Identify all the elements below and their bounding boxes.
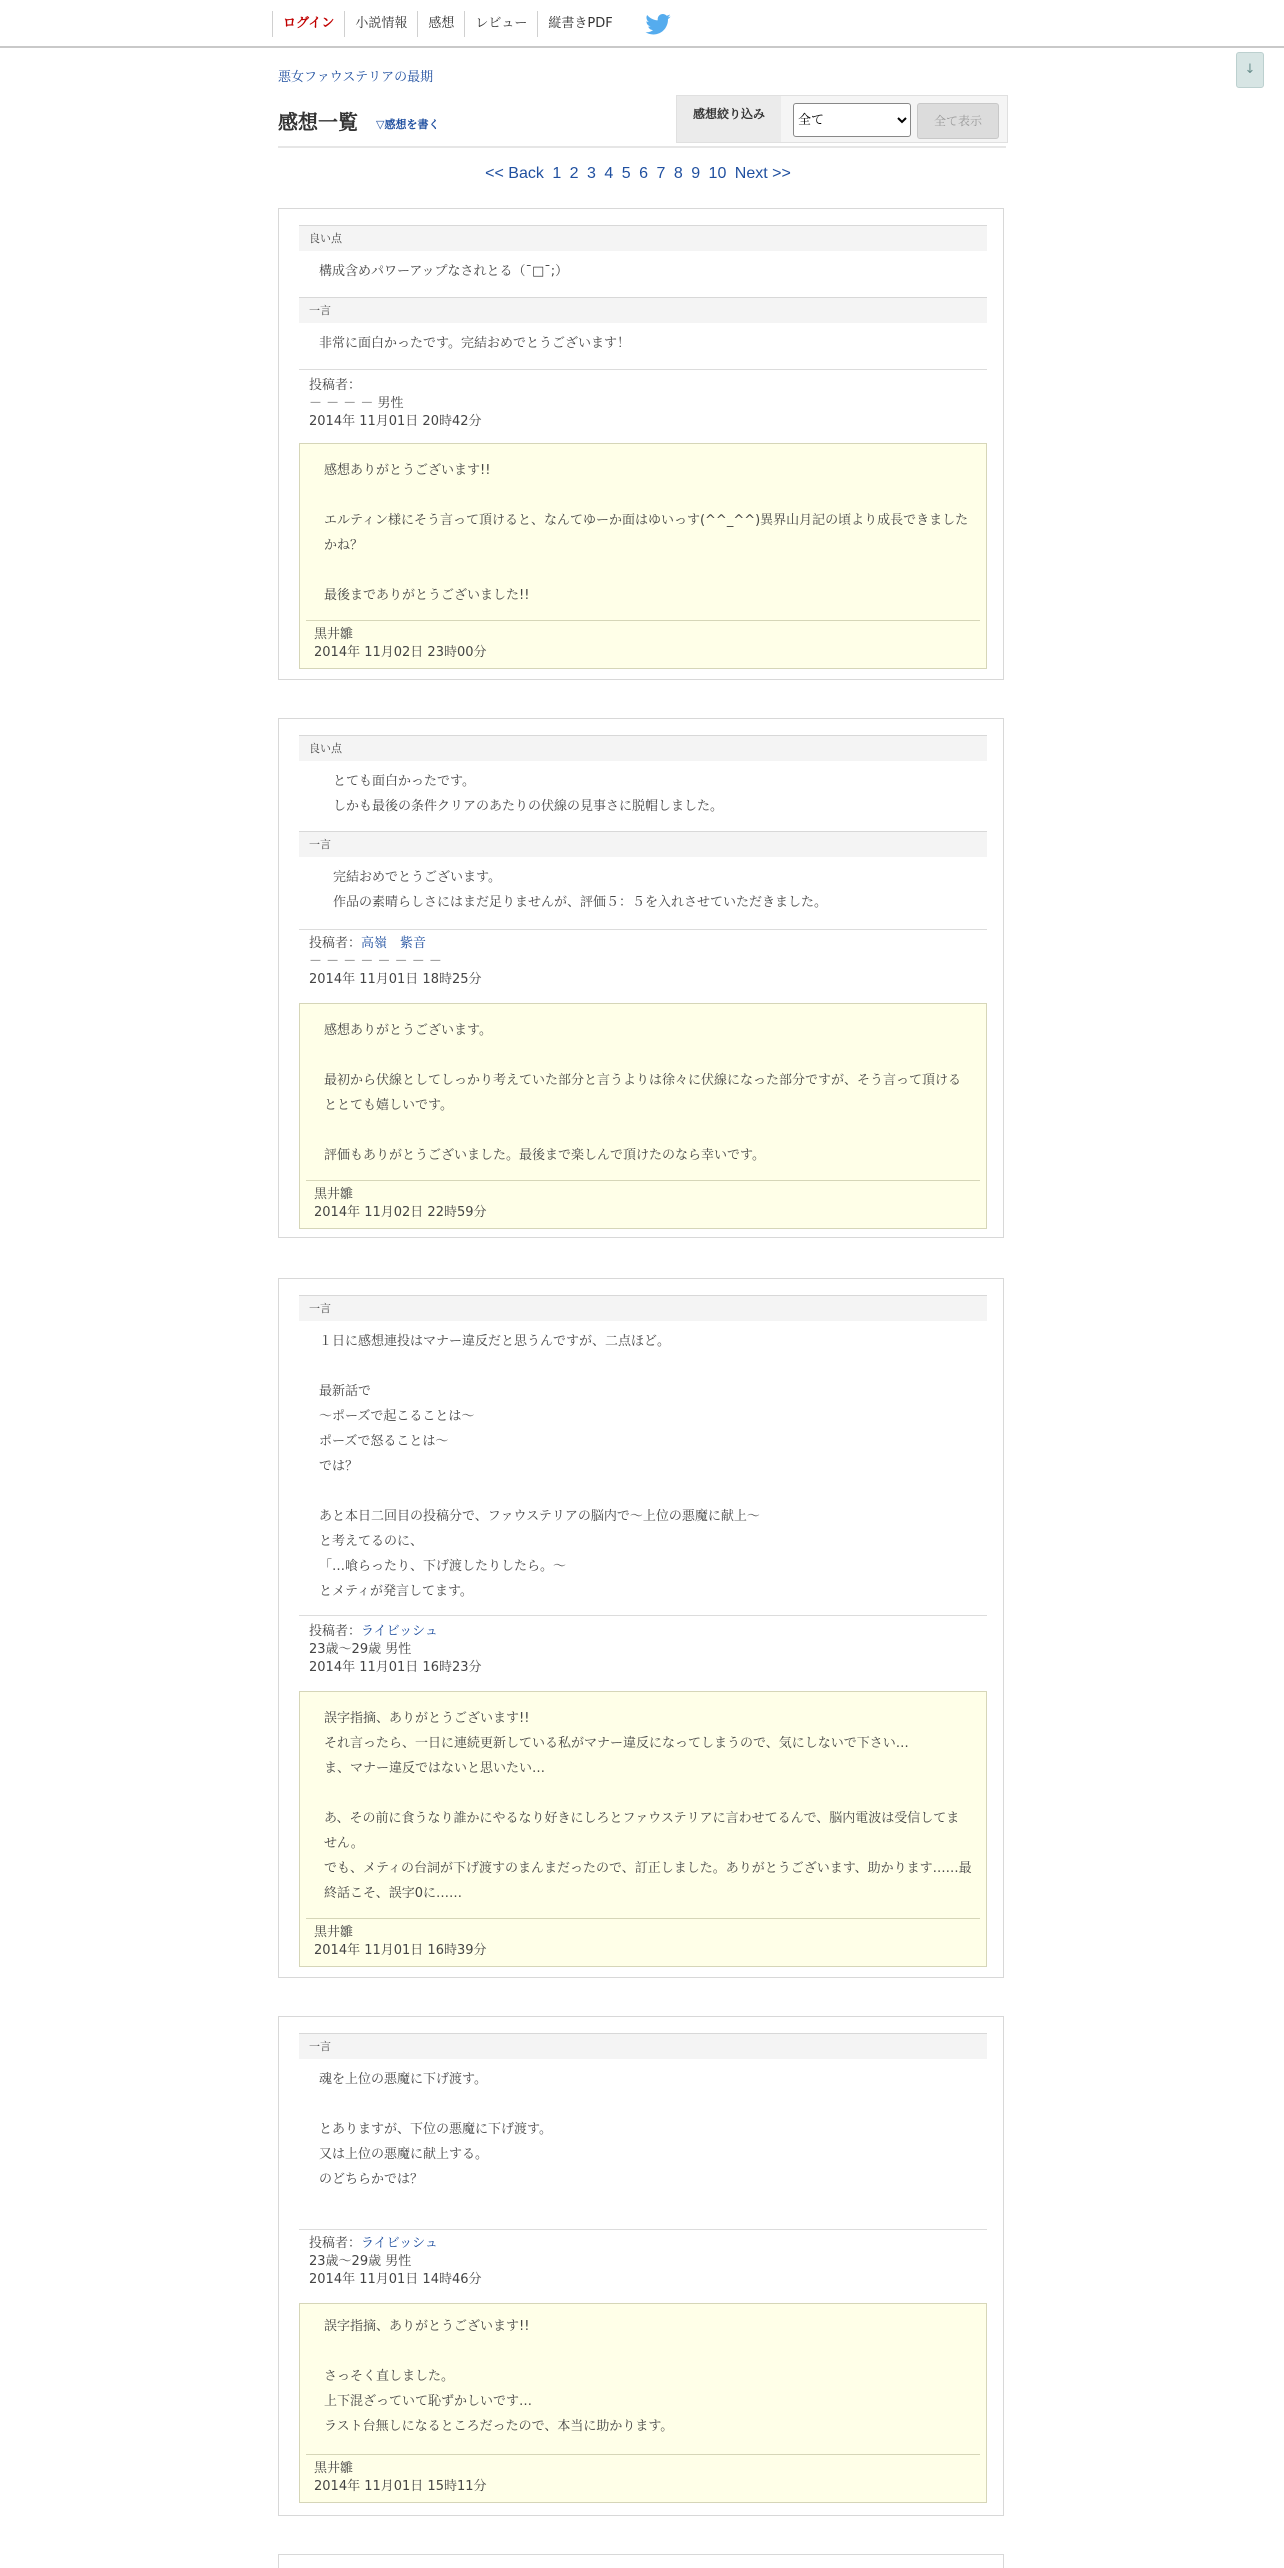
scroll-down-button[interactable]: ↓ (1236, 52, 1264, 88)
comment-text: 非常に面白かったです。完結おめでとうございます！ (319, 336, 630, 351)
pager-page-10[interactable]: 10 (708, 165, 727, 182)
poster-name[interactable]: ライビッシュ (361, 1624, 438, 1639)
section-divider (299, 2229, 987, 2230)
pager-page-2[interactable]: 2 (569, 165, 579, 182)
impression-filter (676, 95, 1008, 143)
poster-date: 2014年 11月01日 20時42分 (309, 414, 482, 429)
good-points-text: とても面白かったです。 しかも最後の条件クリアのあたりの伏線の見事さに脱帽しました。 (333, 774, 724, 814)
header-divider (278, 146, 1006, 148)
poster-date: 2014年 11月01日 14時46分 (309, 2272, 482, 2287)
pager-back[interactable]: << Back (485, 165, 544, 182)
poster-meta: 23歳～29歳 男性 (309, 2254, 412, 2269)
pager-page-1[interactable]: 1 (552, 165, 562, 182)
poster-name[interactable]: ライビッシュ (361, 2236, 438, 2251)
pager-page-3[interactable]: 3 (587, 165, 596, 182)
reply-divider (306, 2454, 980, 2455)
comment-text: １日に感想連投はマナー違反だと思うんですが、二点ほど。 最新話で ～ポーズで起こることは～ ポーズで怒ることは～ では？ あと本日二回目の投稿分で、ファウステリアの脳内で～上位の悪魔に献上～ と考えてるのに、 「…喰らったり、下げ渡したりしたら。～ とメティが発言してます。 (319, 1334, 760, 1599)
pager-page-6[interactable]: 6 (639, 165, 649, 182)
comment-heading: 一言 (299, 2033, 987, 2059)
section-divider (299, 1615, 987, 1616)
reply-author (314, 626, 487, 662)
top-navigation-bar (0, 0, 1284, 48)
impression-card (278, 2016, 1004, 2516)
poster-date: 2014年 11月01日 16時23分 (309, 1660, 482, 1675)
reply-date: 2014年 11月02日 22時59分 (314, 1205, 487, 1220)
breadcrumb-novel-title[interactable]: 悪女ファウステリアの最期 (278, 70, 434, 85)
show-all-button[interactable]: 全て表示 (917, 103, 999, 139)
poster-label: 投稿者： (309, 2236, 362, 2251)
reply-divider (306, 620, 980, 621)
poster-info (309, 1623, 969, 1677)
nav-menu (272, 11, 681, 37)
comment-heading: 一言 (299, 831, 987, 857)
pager-page-8[interactable]: 8 (673, 165, 683, 182)
pager-next[interactable]: Next >> (734, 165, 791, 182)
impression-card (278, 718, 1004, 1238)
author-reply (299, 1003, 987, 1229)
poster-meta: － － － － － － － － (309, 954, 442, 969)
reply-date: 2014年 11月01日 15時11分 (314, 2479, 487, 2494)
reply-text: 感想ありがとうございます。 最初から伏線としてしっかり考えていた部分と言うよりは徐々に伏線になった部分ですが、そう言って頂けるととても嬉しいです。 評価もありがとうございました。最後まで楽しんで頂けたのなら幸いです。 (324, 1023, 962, 1163)
pager-page-4-current: 4 (604, 165, 614, 182)
author-reply (299, 1691, 987, 1967)
good-points-heading: 良い点 (299, 225, 987, 251)
reply-text: 感想ありがとうございます!! エルティン様にそう言って頂けると、なんてゆーか面はゆいっす(^^_^^)異界山月記の頃より成長できましたかね？ 最後までありがとうございました!! (324, 463, 969, 603)
reply-divider (306, 1918, 980, 1919)
poster-info (309, 2235, 969, 2289)
reply-date: 2014年 11月02日 23時00分 (314, 645, 487, 660)
nav-review[interactable]: レビュー (464, 11, 537, 37)
section-divider (299, 929, 987, 930)
pagination (278, 165, 998, 183)
twitter-bird-icon (645, 14, 671, 35)
reply-author (314, 2460, 487, 2496)
page-title: 感想一覧 (278, 110, 358, 134)
poster-meta: 23歳～29歳 男性 (309, 1642, 412, 1657)
nav-novel-info[interactable]: 小説情報 (344, 11, 417, 37)
pager-page-7[interactable]: 7 (656, 165, 666, 182)
nav-login[interactable]: ログイン (272, 11, 344, 37)
comment-text: 魂を上位の悪魔に下げ渡す。 とありますが、下位の悪魔に下げ渡す。 又は上位の悪魔に献上する。 のどちらかでは？ (319, 2072, 552, 2187)
pager-page-5[interactable]: 5 (621, 165, 631, 182)
reply-author-name: 黒井雛 (314, 1187, 354, 1202)
comment-heading: 一言 (299, 1295, 987, 1321)
poster-info (309, 377, 969, 431)
reply-author-name: 黒井雛 (314, 1925, 354, 1940)
poster-label: 投稿者： (309, 936, 362, 951)
reply-text: 誤字指摘、ありがとうございます!! それ言ったら、一日に連続更新している私がマナー違反になってしまうので、気にしないで下さい… ま、マナー違反ではないと思いたい… あ、その前に食うなり誰かにやるなり好きにしろとファウステリアに言わせてるんで、脳内電波は受信してません。 でも、メティの台詞が下げ渡すのまんまだったので、訂正しました。ありがとうございます、助かります……最終話こそ、誤字0に…… (324, 1711, 972, 1901)
reply-divider (306, 1180, 980, 1181)
filter-label: 感想絞り込み (677, 96, 781, 142)
filter-select[interactable] (793, 103, 911, 137)
reply-author-name: 黒井雛 (314, 627, 354, 642)
author-reply (299, 443, 987, 669)
comment-text: 完結おめでとうございます。 作品の素晴らしさにはまだ足りませんが、評価５：５を入れさせていただきました。 (333, 870, 828, 910)
twitter-share-button[interactable] (623, 11, 681, 37)
comment-heading: 一言 (299, 297, 987, 323)
impression-card-partial (278, 2554, 1004, 2568)
author-reply (299, 2303, 987, 2503)
poster-name[interactable]: 高嶺 紫音 (361, 936, 427, 951)
good-points-heading: 良い点 (299, 735, 987, 761)
section-divider (299, 369, 987, 370)
reply-author (314, 1186, 487, 1222)
poster-info (309, 935, 969, 989)
reply-date: 2014年 11月01日 16時39分 (314, 1943, 487, 1958)
nav-vertical-pdf[interactable]: 縦書きPDF (537, 11, 622, 37)
good-points-text: 構成含めパワーアップなされとる（¯□¯;） (319, 264, 569, 279)
nav-impressions[interactable]: 感想 (417, 11, 464, 37)
poster-meta: － － － － 男性 (309, 396, 404, 411)
poster-label: 投稿者： (309, 1624, 362, 1639)
write-impression-link[interactable]: ▽感想を書く (376, 118, 440, 131)
reply-author-name: 黒井雛 (314, 2461, 354, 2476)
impression-card (278, 1278, 1004, 1978)
pager-page-9[interactable]: 9 (691, 165, 701, 182)
reply-text: 誤字指摘、ありがとうございます!! さっそく直しました。 上下混ざっていて恥ずかしいです… ラスト台無しになるところだったので、本当に助かります。 (324, 2319, 674, 2434)
impression-card (278, 208, 1004, 680)
reply-author (314, 1924, 487, 1960)
poster-date: 2014年 11月01日 18時25分 (309, 972, 482, 987)
poster-label: 投稿者： (309, 378, 362, 393)
